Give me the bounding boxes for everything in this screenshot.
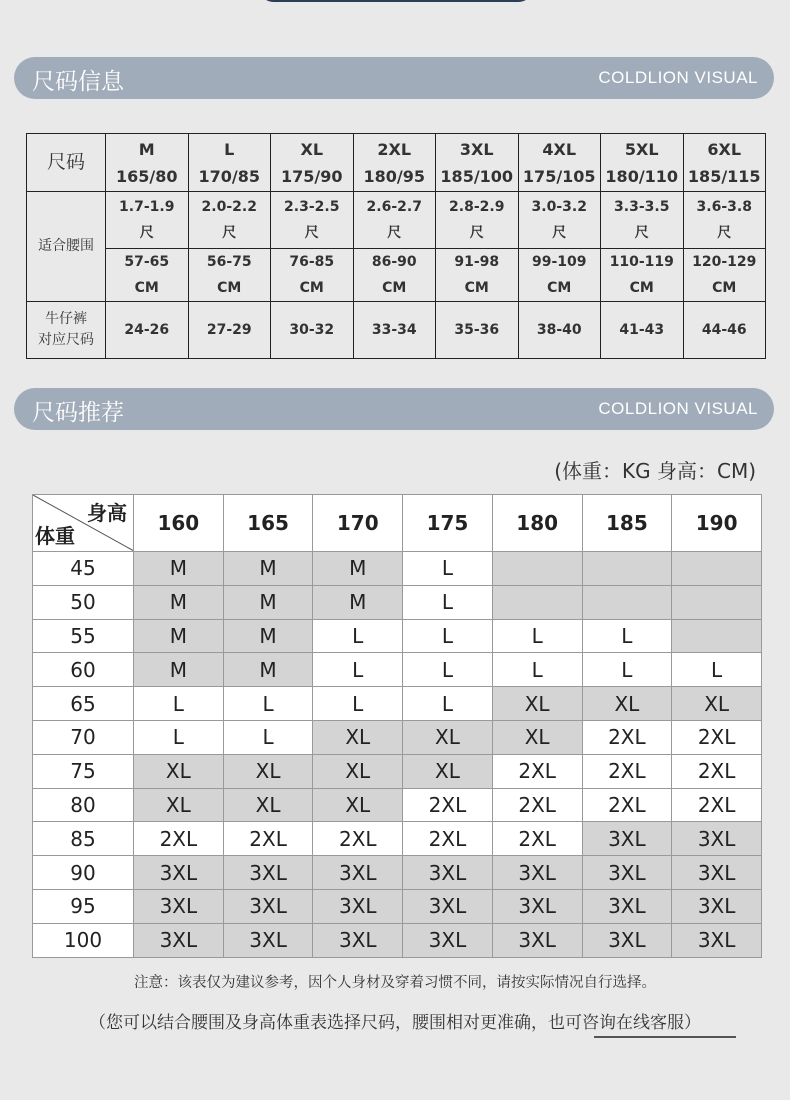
size-cell: 2XL: [223, 822, 313, 856]
waist-cm-cell: [353, 249, 436, 302]
size-cell: XL: [313, 754, 403, 788]
size-cell: 3XL: [582, 822, 672, 856]
recommend-row: [33, 822, 762, 856]
size-cell: 3XL: [672, 923, 762, 957]
weight-cell: 45: [33, 552, 134, 586]
size-cell: XL: [672, 687, 762, 721]
waist-chi-unit: 尺: [222, 225, 237, 241]
size-cell: L: [403, 552, 493, 586]
size-cell: XL: [403, 720, 493, 754]
disclaimer-note: 注意：该表仅为建议参考，因个人身材及穿着习惯不同，请按实际情况自行选择。: [134, 975, 656, 991]
size-cell: 3XL: [313, 923, 403, 957]
size-cell: XL: [313, 720, 403, 754]
top-tab-outline: [258, 0, 534, 2]
weight-cell: 60: [33, 653, 134, 687]
waist-chi-value: 3.3-3.5: [614, 199, 670, 215]
waist-chi-value: 2.3-2.5: [284, 199, 340, 215]
recommend-row: [33, 552, 762, 586]
weight-cell: 100: [33, 923, 134, 957]
size-cell: 2XL: [492, 788, 582, 822]
size-cell: 2XL: [582, 754, 672, 788]
size-name: 6XL: [707, 139, 742, 159]
recommend-row: [33, 923, 762, 957]
size-spec: 185/115: [687, 166, 761, 186]
size-info-banner: [14, 57, 774, 99]
size-cell: L: [582, 653, 672, 687]
size-cell: L: [492, 619, 582, 653]
waist-chi-unit: 尺: [469, 225, 484, 241]
size-cell: 2XL: [582, 788, 672, 822]
size-cell: M: [134, 619, 224, 653]
waist-chi-unit: 尺: [304, 225, 319, 241]
size-cell: XL: [134, 754, 224, 788]
size-cell: 2XL: [403, 822, 493, 856]
size-cell: M: [223, 585, 313, 619]
weight-cell: 90: [33, 856, 134, 890]
size-cell: M: [134, 552, 224, 586]
jeans-row: [27, 302, 766, 359]
recommend-row: [33, 856, 762, 890]
size-cell: 3XL: [582, 856, 672, 890]
size-cell: [582, 585, 672, 619]
advice-note: （您可以结合腰围及身高体重表选择尺码，腰围相对更准确，也可咨询在线客服）: [89, 1013, 701, 1033]
height-header-cell: 160: [134, 495, 224, 552]
size-cell: 2XL: [492, 822, 582, 856]
waist-cm-unit: CM: [299, 280, 324, 296]
waist-chi-cell: [106, 192, 189, 249]
recommend-row: [33, 788, 762, 822]
size-cell: 3XL: [134, 856, 224, 890]
size-cell: 3XL: [134, 923, 224, 957]
jeans-label-line2: 对应尺码: [38, 332, 94, 348]
waist-cm-unit: CM: [134, 280, 159, 296]
waist-chi-value: 2.6-2.7: [366, 199, 422, 215]
recommend-row: [33, 619, 762, 653]
size-header-row: [27, 134, 766, 192]
height-header-cell: 165: [223, 495, 313, 552]
size-cell: 2XL: [492, 754, 582, 788]
waist-chi-cell: [518, 192, 601, 249]
waist-chi-value: 1.7-1.9: [119, 199, 175, 215]
size-cell: M: [134, 653, 224, 687]
jeans-cell: 44-46: [683, 302, 766, 359]
recommend-row: [33, 687, 762, 721]
size-cell: L: [403, 687, 493, 721]
size-cell: M: [223, 619, 313, 653]
size-cell: XL: [582, 687, 672, 721]
corner-cell: [33, 495, 134, 552]
waist-cm-value: 110-119: [609, 254, 674, 270]
waist-chi-value: 2.8-2.9: [449, 199, 505, 215]
banner-title: 尺码信息: [32, 69, 124, 95]
banner-brand: COLDLION VISUAL: [598, 399, 758, 418]
waist-cm-value: 57-65: [124, 254, 170, 270]
banner-title: 尺码推荐: [32, 400, 124, 426]
waist-chi-value: 2.0-2.2: [201, 199, 257, 215]
height-header-cell: 185: [582, 495, 672, 552]
waist-chi-unit: 尺: [139, 225, 154, 241]
size-cell: 3XL: [403, 923, 493, 957]
size-cell: [672, 619, 762, 653]
size-cell: M: [134, 585, 224, 619]
size-cell: 3XL: [672, 822, 762, 856]
waist-cm-unit: CM: [547, 280, 572, 296]
waist-cm-unit: CM: [629, 280, 654, 296]
waist-chi-value: 3.0-3.2: [531, 199, 587, 215]
jeans-cell: 38-40: [518, 302, 601, 359]
waist-cm-value: 56-75: [206, 254, 252, 270]
size-header-cell: [271, 134, 354, 192]
size-name: 3XL: [459, 139, 494, 159]
underline-divider: [594, 1036, 736, 1038]
size-header-cell: [106, 134, 189, 192]
jeans-cell: 27-29: [188, 302, 271, 359]
weight-cell: 85: [33, 822, 134, 856]
size-spec: 165/80: [115, 166, 178, 186]
waist-cm-value: 76-85: [289, 254, 335, 270]
size-spec: 175/90: [280, 166, 343, 186]
waist-label: 适合腰围: [27, 192, 106, 302]
jeans-cell: 35-36: [436, 302, 519, 359]
waist-cm-value: 99-109: [531, 254, 587, 270]
waist-cm-row: [27, 249, 766, 302]
weight-cell: 70: [33, 720, 134, 754]
size-cell: [582, 552, 672, 586]
waist-cm-cell: [271, 249, 354, 302]
size-cell: XL: [403, 754, 493, 788]
height-header-cell: 180: [492, 495, 582, 552]
height-header-cell: 190: [672, 495, 762, 552]
weight-cell: 50: [33, 585, 134, 619]
size-header-cell: [188, 134, 271, 192]
waist-chi-row: [27, 192, 766, 249]
jeans-cell: 30-32: [271, 302, 354, 359]
height-header-cell: 170: [313, 495, 403, 552]
size-spec: 180/95: [363, 166, 425, 186]
size-cell: 3XL: [223, 889, 313, 923]
size-cell: L: [313, 619, 403, 653]
units-label: (体重：KG 身高：CM): [554, 459, 756, 483]
recommend-row: [33, 754, 762, 788]
jeans-label: [27, 302, 106, 359]
size-spec: 170/85: [198, 166, 260, 186]
size-cell: 3XL: [223, 856, 313, 890]
size-recommend-table: [32, 494, 762, 958]
jeans-cell: 24-26: [106, 302, 189, 359]
size-cell: 3XL: [492, 923, 582, 957]
size-cell: M: [313, 585, 403, 619]
size-name: L: [224, 139, 235, 159]
size-cell: M: [223, 552, 313, 586]
weight-cell: 80: [33, 788, 134, 822]
size-cell: 2XL: [672, 754, 762, 788]
size-cell: L: [134, 720, 224, 754]
waist-chi-cell: [683, 192, 766, 249]
size-cell: 2XL: [403, 788, 493, 822]
waist-cm-cell: [106, 249, 189, 302]
size-header-cell: [601, 134, 684, 192]
weight-cell: 55: [33, 619, 134, 653]
size-name: M: [138, 139, 155, 159]
waist-chi-unit: 尺: [552, 225, 567, 241]
waist-cm-unit: CM: [382, 280, 407, 296]
size-cell: M: [313, 552, 403, 586]
waist-cm-value: 86-90: [371, 254, 417, 270]
size-row-label: 尺码: [27, 134, 106, 192]
size-cell: [672, 552, 762, 586]
size-cell: 3XL: [492, 889, 582, 923]
waist-cm-unit: CM: [217, 280, 242, 296]
size-cell: 2XL: [582, 720, 672, 754]
size-cell: XL: [492, 720, 582, 754]
size-cell: XL: [134, 788, 224, 822]
weight-cell: 75: [33, 754, 134, 788]
waist-cm-unit: CM: [464, 280, 489, 296]
corner-weight-label: 体重: [35, 524, 75, 548]
size-cell: 3XL: [582, 889, 672, 923]
waist-chi-cell: [353, 192, 436, 249]
size-cell: L: [223, 720, 313, 754]
size-cell: 3XL: [134, 889, 224, 923]
size-cell: 2XL: [313, 822, 403, 856]
jeans-cell: 33-34: [353, 302, 436, 359]
size-name: 2XL: [377, 139, 412, 159]
size-cell: L: [403, 585, 493, 619]
waist-cm-cell: [518, 249, 601, 302]
size-cell: 3XL: [313, 856, 403, 890]
recommend-row: [33, 585, 762, 619]
size-cell: XL: [223, 788, 313, 822]
size-header-cell: [683, 134, 766, 192]
waist-cm-value: 120-129: [692, 254, 757, 270]
size-name: 4XL: [542, 139, 577, 159]
size-cell: 2XL: [672, 788, 762, 822]
size-spec: 175/105: [522, 166, 596, 186]
waist-chi-unit: 尺: [387, 225, 402, 241]
size-name: XL: [300, 139, 324, 159]
size-cell: 3XL: [672, 856, 762, 890]
waist-chi-value: 3.6-3.8: [696, 199, 752, 215]
size-cell: L: [492, 653, 582, 687]
recommend-header-row: [33, 495, 762, 552]
banner-brand: COLDLION VISUAL: [598, 68, 758, 87]
size-header-cell: [353, 134, 436, 192]
waist-cm-value: 91-98: [454, 254, 500, 270]
size-cell: L: [313, 687, 403, 721]
jeans-cell: 41-43: [601, 302, 684, 359]
recommend-row: [33, 653, 762, 687]
corner-height-label: 身高: [87, 501, 127, 525]
size-cell: L: [223, 687, 313, 721]
waist-chi-unit: 尺: [717, 225, 732, 241]
size-cell: [492, 552, 582, 586]
waist-chi-unit: 尺: [634, 225, 649, 241]
size-cell: XL: [492, 687, 582, 721]
size-cell: 2XL: [672, 720, 762, 754]
size-info-table: [26, 133, 766, 359]
recommend-row: [33, 720, 762, 754]
size-cell: L: [582, 619, 672, 653]
size-cell: XL: [223, 754, 313, 788]
size-cell: [492, 585, 582, 619]
waist-cm-cell: [683, 249, 766, 302]
size-cell: L: [134, 687, 224, 721]
size-cell: 3XL: [582, 923, 672, 957]
size-recommend-banner: [14, 388, 774, 430]
size-cell: 3XL: [313, 889, 403, 923]
waist-chi-cell: [601, 192, 684, 249]
weight-cell: 65: [33, 687, 134, 721]
size-name: 5XL: [624, 139, 659, 159]
jeans-label-line1: 牛仔裤: [45, 311, 87, 327]
waist-cm-cell: [188, 249, 271, 302]
waist-cm-cell: [601, 249, 684, 302]
size-header-cell: [518, 134, 601, 192]
size-cell: L: [313, 653, 403, 687]
size-cell: L: [672, 653, 762, 687]
size-cell: 3XL: [403, 856, 493, 890]
size-cell: [672, 585, 762, 619]
waist-chi-cell: [271, 192, 354, 249]
size-spec: 185/100: [440, 166, 514, 186]
size-header-cell: [436, 134, 519, 192]
size-cell: XL: [313, 788, 403, 822]
size-spec: 180/110: [605, 166, 679, 186]
size-cell: 3XL: [403, 889, 493, 923]
height-header-cell: 175: [403, 495, 493, 552]
size-cell: 2XL: [134, 822, 224, 856]
size-cell: M: [223, 653, 313, 687]
waist-chi-cell: [188, 192, 271, 249]
waist-cm-cell: [436, 249, 519, 302]
recommend-row: [33, 889, 762, 923]
size-cell: L: [403, 619, 493, 653]
size-cell: 3XL: [492, 856, 582, 890]
size-cell: L: [403, 653, 493, 687]
waist-chi-cell: [436, 192, 519, 249]
weight-cell: 95: [33, 889, 134, 923]
waist-cm-unit: CM: [712, 280, 737, 296]
size-cell: 3XL: [223, 923, 313, 957]
size-cell: 3XL: [672, 889, 762, 923]
